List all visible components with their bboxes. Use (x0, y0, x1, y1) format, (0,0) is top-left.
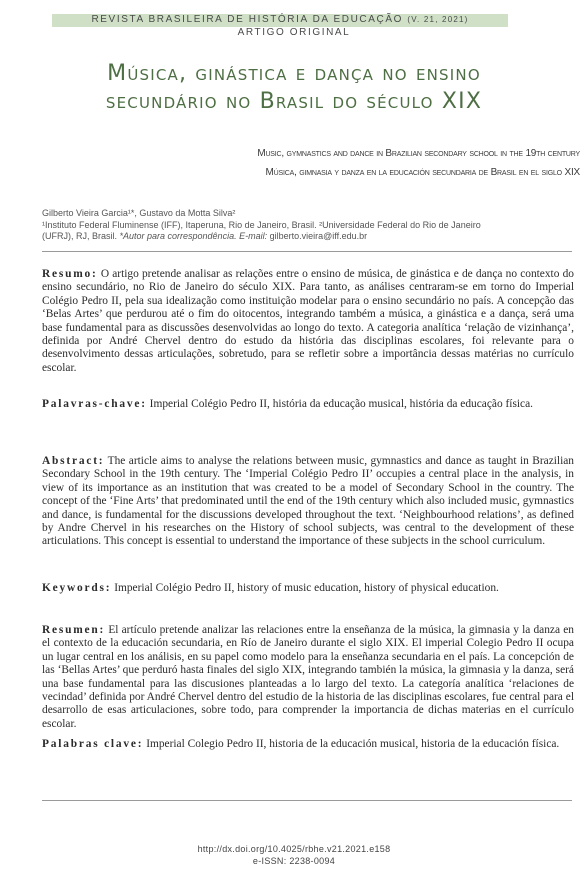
palavras-chave-label: Palavras-chave: (42, 398, 147, 410)
journal-name (52, 14, 508, 25)
title-line-1: Música, ginástica e dança no ensino (107, 61, 481, 86)
doi-link[interactable]: http://dx.doi.org/10.4025/rbhe.v21.2021.e158 (197, 844, 391, 854)
palavras-chave-paragraph (42, 398, 574, 411)
author-email[interactable]: gilberto.vieira@iff.edu.br (267, 231, 368, 241)
palabras-clave-paragraph (42, 738, 574, 751)
title-line-2: secundário no Brasil do século XIX (105, 89, 483, 114)
divider-top (42, 251, 572, 252)
affiliation-line-1: ¹Instituto Federal Fluminense (IFF), Itaperuna, Rio de Janeiro, Brasil. ²Universidade Federal do Rio de Janeiro (42, 219, 481, 230)
palavras-chave-text: Imperial Colégio Pedro II, história da educação musical, história da educação física. (146, 398, 534, 410)
article-title (40, 60, 548, 116)
author-names: Gilberto Vieira Garcia¹*, Gustavo da Motta Silva² (42, 208, 236, 218)
resumo-label: Resumo: (42, 268, 98, 280)
divider-bottom (42, 800, 572, 801)
keywords-label: Keywords: (42, 582, 112, 594)
spanish-title: Música, gimnasia y danza en la educación secundaria de Brasil en el siglo XIX (265, 167, 580, 178)
affiliation-line-2 (42, 231, 572, 243)
abstract-label: Abstract: (42, 455, 105, 467)
affiliation-line-2-start: (UFRJ), RJ, Brasil. (42, 231, 120, 241)
resumo-text: O artigo pretende analisar as relações entre o ensino de música, de ginástica e de dança no contexto do ensino secundário, no Rio de Janeiro do século XIX. Para tanto, as análises centraram-se em torno do Imperial Colégio Pedro II, pela sua idealização como instituição modelar para o ensino secundário no país. A concepção das ‘Belas Artes’ que perdurou até o fim do oitocentos, integrando também a música, a ginástica e a dança, será uma base fundamental para as discussões desenvolvidas ao longo do texto. A categoria analítica ‘relação de vizinhança’, definida por André Chervel dentro do estudo da história das disciplinas escolares, foi relevante para o desenvolvimento dessas articulações, sobretudo, para se refletir sobre a importância dessas matérias no currículo escolar. (42, 268, 574, 374)
issn-text: e-ISSN: 2238-0094 (252, 856, 336, 866)
resumo-paragraph (42, 268, 574, 375)
resumen-text: El artículo pretende analizar las relaciones entre la enseñanza de la música, la gimnasia y la danza en el contexto de la educación secundaria, en Río de Janeiro durante el siglo XIX. El imperial Colegio Pedro II ocupa un lugar central en los análisis, en su papel como modelo para la enseñanza secundaria en el país. La concepción de las ‘Bellas Artes’ que perduró hasta finales del siglo XIX, integrando también la música, la gimnasia y la danza, será una base fundamental para las discusiones planteadas a lo largo del texto. La categoría analítica ‘relaciones de vecindad’ definida por André Chervel dentro del estudio de la historia de las disciplinas escolares, fue central para el desarrollo de esas articulaciones, sobre todo, para comprender la importancia de dichas materias en el currículo escolar. (42, 624, 574, 730)
resumen-label: Resumen: (42, 624, 106, 636)
journal-title: REVISTA BRASILEIRA DE HISTÓRIA DA EDUCAÇÃO (91, 14, 403, 25)
keywords-paragraph (42, 582, 574, 595)
palabras-clave-label: Palabras clave: (42, 738, 144, 750)
correspondence-note: *Autor para correspondência. E-mail: (119, 231, 268, 241)
abstract-text: The article aims to analyse the relations between music, gymnastics and dance as taught in Brazilian Secondary School in the 19th century. The ‘Imperial Colégio Pedro II’ occupies a central place in the analysis, in view of its importance as an institution that was created to be a model of Secondary School in the country. The concept of the ‘Fine Arts’ that predominated until the end of the 19th century which also included music, gymnastics and dance, is fundamental for the discussions developed throughout the text. ‘Neighbourhood relations’, as defined by Andre Chervel in his researches on the History of school subjects, was central to the development of these articulations. This concept is essential to understand the importance of these subjects in the school curriculum. (42, 455, 574, 548)
article-type: ARTIGO ORIGINAL (237, 27, 351, 38)
journal-volume: (V. 21, 2021) (407, 15, 469, 24)
english-title: Music, gymnastics and dance in Brazilian secondary school in the 19th century (257, 148, 580, 159)
resumen-paragraph (42, 624, 574, 731)
author-block (42, 208, 572, 243)
palabras-clave-text: Imperial Colegio Pedro II, historia de la educación musical, historia de la educación física. (143, 738, 560, 750)
abstract-paragraph (42, 455, 574, 549)
keywords-text: Imperial Colégio Pedro II, history of music education, history of physical education. (111, 582, 499, 594)
